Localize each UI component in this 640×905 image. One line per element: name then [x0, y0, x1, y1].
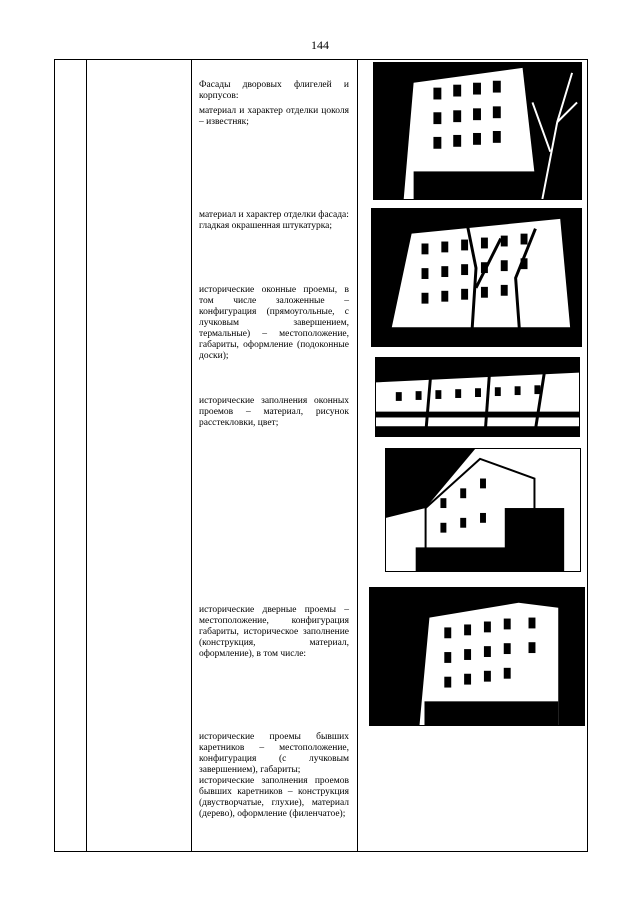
paragraph: исторические заполнения оконных проемов – материал, рисунок расстекловки, цвет; [199, 396, 349, 428]
protected-features-table [54, 59, 588, 852]
column-divider [357, 60, 358, 851]
text-block-courtyard-facades [199, 80, 349, 132]
paragraph: гладкая окрашенная штукатурка; [199, 221, 333, 231]
paragraph: материал и характер отделки цоколя – известняк; [199, 106, 349, 127]
text-block-window-fillings [199, 396, 349, 433]
page-number: 144 [311, 38, 329, 52]
column-divider [86, 60, 87, 851]
photo-courtyard-building-4 [385, 448, 581, 572]
building-photo-illustration [386, 449, 580, 571]
text-block-carriage-openings [199, 732, 349, 824]
building-photo-illustration [374, 63, 581, 199]
building-photo-illustration [376, 358, 579, 436]
photo-courtyard-building-1 [373, 62, 582, 200]
building-photo-illustration [372, 209, 581, 346]
building-photo-illustration [370, 588, 584, 725]
text-block-door-openings [199, 605, 349, 664]
paragraph: исторические заполнения проемов бывших каретников – конструкция (двустворчатые, глухие), материал (дерево), оформление (филенчатое); [199, 776, 349, 819]
photo-courtyard-building-2 [371, 208, 582, 347]
paragraph: Фасады дворовых флигелей и корпусов: [199, 80, 349, 101]
text-block-facade-finish [199, 210, 349, 236]
paragraph: материал и характер отделки фасада: [199, 210, 349, 220]
column-divider [191, 60, 192, 851]
photo-courtyard-building-3 [375, 357, 580, 437]
text-block-window-openings [199, 285, 349, 366]
paragraph: исторические оконные проемы, в том числе заложенные – конфигурация (прямоугольные, с лучковым завершением, термальные) – местоположение, габариты, оформление (подоконные доски); [199, 285, 349, 361]
photo-courtyard-building-5 [369, 587, 585, 726]
paragraph: исторические проемы бывших каретников – местоположение, конфигурация (с лучковым завершением), габариты; [199, 732, 349, 775]
paragraph: исторические дверные проемы – местоположение, конфигурация габариты, историческое заполнение (конструкция, материал, оформление), в том числе: [199, 605, 349, 659]
